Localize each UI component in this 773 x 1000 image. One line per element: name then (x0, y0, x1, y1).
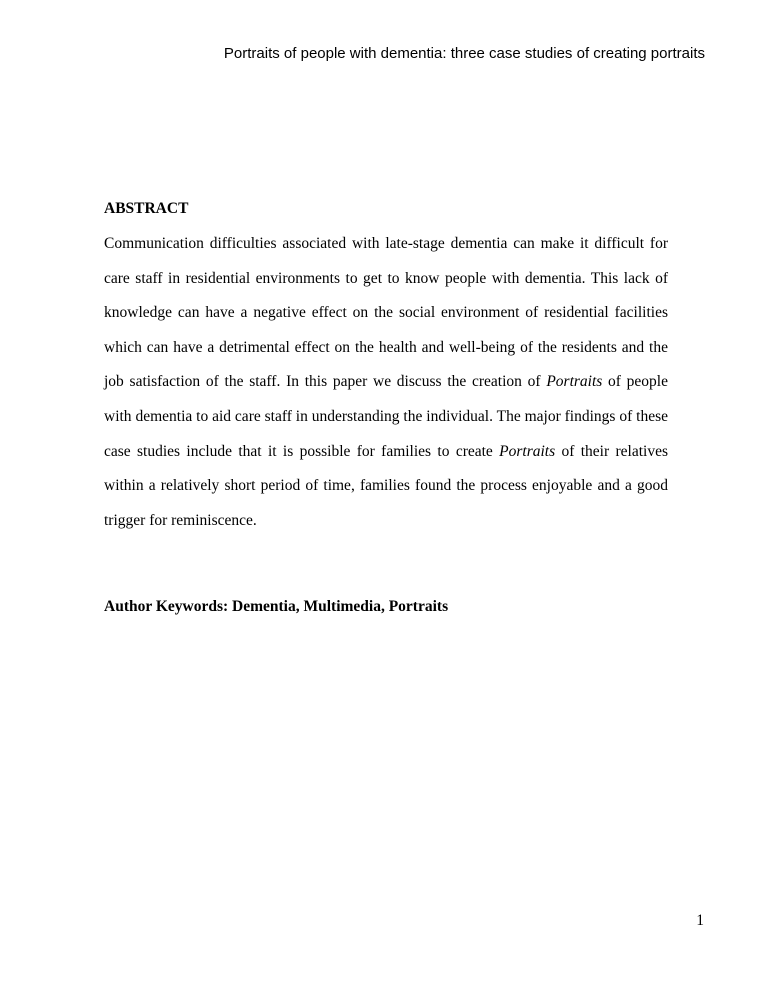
abstract-text-part-1: Communication difficulties associated with late-stage dementia can make it difficult for care staff in residential environments to get to know people with dementia. This lack of knowledge can have a negative effect on the social environment of residential facilities which can have a detrimental effect on the health and well-being of the residents and the job satisfaction of the staff. In this paper we discuss the creation of (104, 235, 668, 391)
abstract-heading: ABSTRACT (104, 200, 189, 217)
abstract-body (104, 227, 668, 538)
page-number: 1 (696, 912, 704, 929)
abstract-emphasis-portraits-2: Portraits (499, 442, 556, 460)
abstract-text-part-2: of people with dementia to aid care staff in understanding the individual. The major findings of these case studies include that it is possible for families to create (104, 373, 668, 460)
abstract-text-part-3: of their relatives within a relatively short period of time, families found the process enjoyable and a good trigger for reminiscence. (104, 442, 668, 529)
abstract-emphasis-portraits-1: Portraits (546, 373, 603, 391)
author-keywords: Author Keywords: Dementia, Multimedia, Portraits (104, 598, 449, 615)
running-header: Portraits of people with dementia: three case studies of creating portraits (223, 45, 705, 62)
